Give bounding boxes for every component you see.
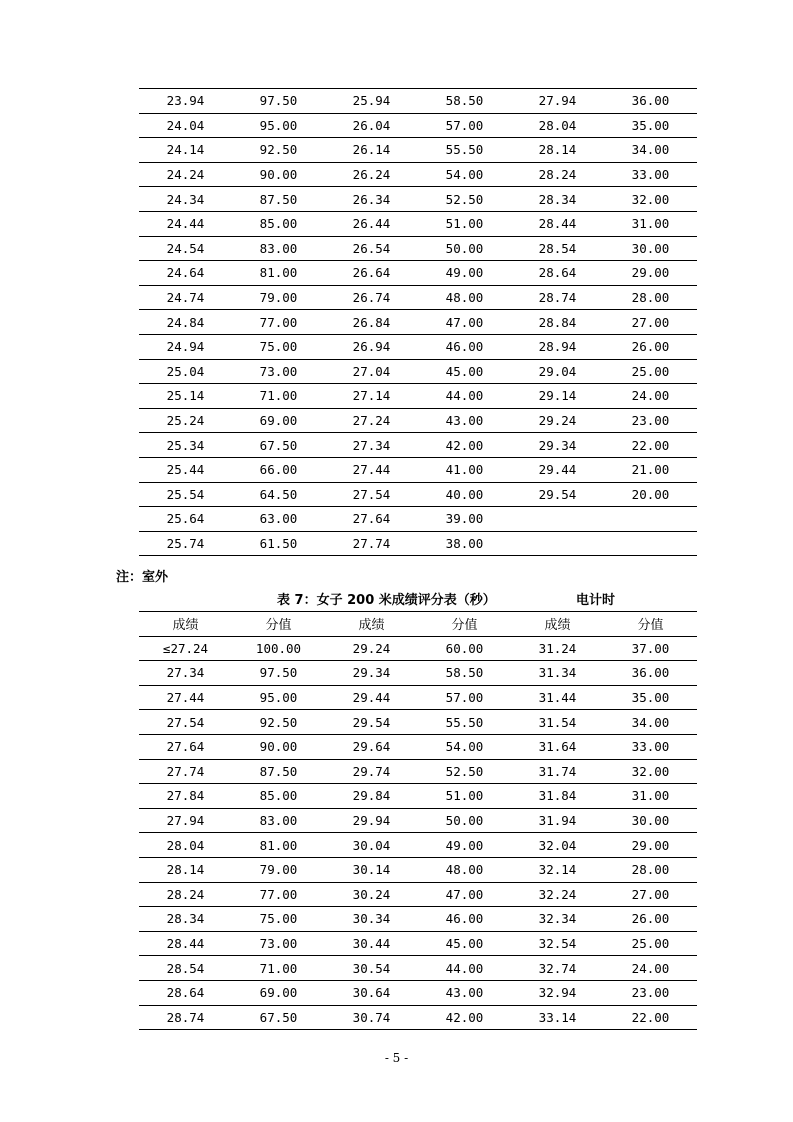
points-cell: 20.00 [604, 482, 697, 507]
score-cell: 29.94 [325, 808, 418, 833]
points-cell: 55.50 [418, 710, 511, 735]
points-cell: 92.50 [232, 710, 325, 735]
score-cell: 30.44 [325, 931, 418, 956]
table-row [139, 162, 697, 187]
table-row [139, 882, 697, 907]
points-cell: 27.00 [604, 310, 697, 335]
table-row [139, 931, 697, 956]
table-row [139, 384, 697, 409]
points-cell: 52.50 [418, 187, 511, 212]
points-cell: 69.00 [232, 980, 325, 1005]
points-cell: 30.00 [604, 236, 697, 261]
score-cell: 23.94 [139, 89, 232, 114]
points-cell: 25.00 [604, 359, 697, 384]
table-row [139, 211, 697, 236]
score-cell: 31.84 [511, 784, 604, 809]
score-cell: 28.54 [511, 236, 604, 261]
points-cell: 73.00 [232, 359, 325, 384]
score-cell: 26.64 [325, 261, 418, 286]
points-cell: 39.00 [418, 507, 511, 532]
points-cell: 42.00 [418, 433, 511, 458]
score-cell: 24.84 [139, 310, 232, 335]
table-row [139, 759, 697, 784]
score-cell: 28.14 [511, 138, 604, 163]
points-cell: 63.00 [232, 507, 325, 532]
points-cell: 57.00 [418, 685, 511, 710]
score-cell: 27.14 [325, 384, 418, 409]
points-cell: 79.00 [232, 857, 325, 882]
header-cell: 分值 [232, 612, 325, 637]
score-cell: 24.04 [139, 113, 232, 138]
table-row [139, 187, 697, 212]
score-cell: 29.44 [511, 457, 604, 482]
points-cell: 54.00 [418, 162, 511, 187]
score-cell: 27.64 [325, 507, 418, 532]
points-cell: 48.00 [418, 285, 511, 310]
points-cell: 55.50 [418, 138, 511, 163]
points-cell: 81.00 [232, 833, 325, 858]
women-200m-score-table [139, 611, 697, 1030]
score-cell: 28.44 [511, 211, 604, 236]
score-cell: 27.54 [139, 710, 232, 735]
score-cell: 26.24 [325, 162, 418, 187]
points-cell: 87.50 [232, 187, 325, 212]
points-cell: 49.00 [418, 833, 511, 858]
score-cell: 29.14 [511, 384, 604, 409]
points-cell: 29.00 [604, 833, 697, 858]
points-cell: 52.50 [418, 759, 511, 784]
score-cell: 27.44 [139, 685, 232, 710]
score-cell: 29.54 [325, 710, 418, 735]
score-cell: 31.24 [511, 636, 604, 661]
score-cell: 28.54 [139, 956, 232, 981]
score-table-continued-body [139, 89, 697, 556]
score-cell: 32.94 [511, 980, 604, 1005]
points-cell: 27.00 [604, 882, 697, 907]
score-cell: 25.74 [139, 531, 232, 556]
points-cell [604, 531, 697, 556]
points-cell: 44.00 [418, 384, 511, 409]
points-cell: 75.00 [232, 907, 325, 932]
score-cell: 28.74 [139, 1005, 232, 1030]
score-cell: 30.14 [325, 857, 418, 882]
points-cell: 42.00 [418, 1005, 511, 1030]
note-outdoor: 注：室外 [116, 570, 169, 585]
score-cell: 32.54 [511, 931, 604, 956]
points-cell: 77.00 [232, 310, 325, 335]
header-cell: 成绩 [325, 612, 418, 637]
score-cell: 27.64 [139, 734, 232, 759]
score-cell: 26.84 [325, 310, 418, 335]
points-cell: 100.00 [232, 636, 325, 661]
score-cell: 26.54 [325, 236, 418, 261]
score-cell: 26.04 [325, 113, 418, 138]
points-cell: 47.00 [418, 310, 511, 335]
table-row [139, 285, 697, 310]
points-cell: 35.00 [604, 113, 697, 138]
score-cell: 27.24 [325, 408, 418, 433]
score-cell: 24.44 [139, 211, 232, 236]
score-cell: 32.34 [511, 907, 604, 932]
points-cell: 66.00 [232, 457, 325, 482]
score-cell: 26.44 [325, 211, 418, 236]
points-cell: 22.00 [604, 1005, 697, 1030]
table-row [139, 980, 697, 1005]
table-row [139, 261, 697, 286]
points-cell: 71.00 [232, 956, 325, 981]
points-cell: 40.00 [418, 482, 511, 507]
score-cell: 27.74 [325, 531, 418, 556]
score-cell: 27.04 [325, 359, 418, 384]
score-cell: 33.14 [511, 1005, 604, 1030]
points-cell: 22.00 [604, 433, 697, 458]
points-cell: 24.00 [604, 956, 697, 981]
table-row [139, 138, 697, 163]
score-cell: 26.34 [325, 187, 418, 212]
points-cell: 43.00 [418, 408, 511, 433]
points-cell: 28.00 [604, 285, 697, 310]
points-cell: 61.50 [232, 531, 325, 556]
points-cell: 54.00 [418, 734, 511, 759]
score-cell: 28.24 [511, 162, 604, 187]
score-cell: 28.04 [511, 113, 604, 138]
table-row [139, 661, 697, 686]
points-cell: 97.50 [232, 89, 325, 114]
table-header [139, 612, 697, 637]
points-cell: 41.00 [418, 457, 511, 482]
score-cell: 30.04 [325, 833, 418, 858]
points-cell: 30.00 [604, 808, 697, 833]
points-cell: 33.00 [604, 734, 697, 759]
score-cell: 29.24 [325, 636, 418, 661]
points-cell: 48.00 [418, 857, 511, 882]
table-caption: 表 7：女子 200 米成绩评分表（秒） [277, 593, 496, 608]
header-cell: 分值 [418, 612, 511, 637]
score-cell: 29.54 [511, 482, 604, 507]
points-cell: 58.50 [418, 661, 511, 686]
points-cell: 79.00 [232, 285, 325, 310]
score-cell: 29.24 [511, 408, 604, 433]
score-cell: 31.64 [511, 734, 604, 759]
score-cell: 25.94 [325, 89, 418, 114]
points-cell: 97.50 [232, 661, 325, 686]
table-row [139, 857, 697, 882]
score-cell: 27.34 [139, 661, 232, 686]
score-cell: 29.04 [511, 359, 604, 384]
points-cell: 58.50 [418, 89, 511, 114]
timing-label: 电计时 [576, 593, 616, 608]
table-row [139, 636, 697, 661]
score-cell: 25.64 [139, 507, 232, 532]
table-row [139, 956, 697, 981]
score-cell: 25.04 [139, 359, 232, 384]
score-cell: 30.54 [325, 956, 418, 981]
score-cell: 24.34 [139, 187, 232, 212]
score-cell: 31.44 [511, 685, 604, 710]
points-cell: 75.00 [232, 334, 325, 359]
points-cell: 67.50 [232, 1005, 325, 1030]
score-cell: 25.14 [139, 384, 232, 409]
score-cell: 32.14 [511, 857, 604, 882]
table-row [139, 833, 697, 858]
table-row [139, 310, 697, 335]
points-cell: 44.00 [418, 956, 511, 981]
table-row [139, 236, 697, 261]
score-cell: 27.34 [325, 433, 418, 458]
table-row [139, 89, 697, 114]
points-cell: 57.00 [418, 113, 511, 138]
table-row [139, 685, 697, 710]
points-cell: 47.00 [418, 882, 511, 907]
points-cell: 43.00 [418, 980, 511, 1005]
table-row [139, 359, 697, 384]
score-cell: 29.64 [325, 734, 418, 759]
score-cell: 31.94 [511, 808, 604, 833]
points-cell: 45.00 [418, 931, 511, 956]
score-cell: 27.44 [325, 457, 418, 482]
score-cell: 30.74 [325, 1005, 418, 1030]
points-cell: 34.00 [604, 710, 697, 735]
points-cell: 36.00 [604, 661, 697, 686]
points-cell: 87.50 [232, 759, 325, 784]
points-cell: 46.00 [418, 907, 511, 932]
points-cell: 31.00 [604, 784, 697, 809]
points-cell: 60.00 [418, 636, 511, 661]
table-row [139, 531, 697, 556]
score-cell: 24.14 [139, 138, 232, 163]
score-cell: 24.64 [139, 261, 232, 286]
table-row [139, 734, 697, 759]
score-cell: 30.24 [325, 882, 418, 907]
table-row [139, 113, 697, 138]
score-cell: 27.74 [139, 759, 232, 784]
score-cell: 24.54 [139, 236, 232, 261]
score-cell: 31.74 [511, 759, 604, 784]
points-cell: 26.00 [604, 907, 697, 932]
table-row [139, 482, 697, 507]
score-cell: 28.34 [511, 187, 604, 212]
score-cell: 24.94 [139, 334, 232, 359]
points-cell: 51.00 [418, 784, 511, 809]
points-cell: 95.00 [232, 113, 325, 138]
points-cell: 45.00 [418, 359, 511, 384]
header-cell: 分值 [604, 612, 697, 637]
points-cell: 77.00 [232, 882, 325, 907]
points-cell: 32.00 [604, 187, 697, 212]
page-number: - 5 - [384, 1051, 409, 1065]
score-cell: 28.94 [511, 334, 604, 359]
points-cell: 73.00 [232, 931, 325, 956]
table-row [139, 907, 697, 932]
points-cell: 51.00 [418, 211, 511, 236]
score-cell: 28.64 [511, 261, 604, 286]
score-cell: 29.84 [325, 784, 418, 809]
points-cell: 83.00 [232, 808, 325, 833]
score-cell: ≤27.24 [139, 636, 232, 661]
points-cell: 25.00 [604, 931, 697, 956]
score-cell: 24.74 [139, 285, 232, 310]
points-cell: 24.00 [604, 384, 697, 409]
points-cell: 23.00 [604, 408, 697, 433]
table-row [139, 433, 697, 458]
table-row [139, 808, 697, 833]
table-row [139, 334, 697, 359]
score-cell: 28.04 [139, 833, 232, 858]
header-cell: 成绩 [511, 612, 604, 637]
points-cell: 49.00 [418, 261, 511, 286]
score-cell: 29.34 [325, 661, 418, 686]
score-cell: 27.94 [139, 808, 232, 833]
points-cell: 50.00 [418, 808, 511, 833]
score-cell: 26.14 [325, 138, 418, 163]
score-cell: 30.64 [325, 980, 418, 1005]
points-cell: 29.00 [604, 261, 697, 286]
points-cell: 23.00 [604, 980, 697, 1005]
score-cell: 32.04 [511, 833, 604, 858]
score-cell: 31.34 [511, 661, 604, 686]
points-cell: 36.00 [604, 89, 697, 114]
table-row [139, 408, 697, 433]
score-cell [511, 507, 604, 532]
score-table-continued [139, 88, 697, 556]
points-cell: 34.00 [604, 138, 697, 163]
score-cell: 28.34 [139, 907, 232, 932]
points-cell: 85.00 [232, 211, 325, 236]
score-cell: 26.94 [325, 334, 418, 359]
header-cell: 成绩 [139, 612, 232, 637]
score-cell: 29.74 [325, 759, 418, 784]
score-cell: 31.54 [511, 710, 604, 735]
points-cell: 26.00 [604, 334, 697, 359]
score-cell: 25.44 [139, 457, 232, 482]
score-cell: 30.34 [325, 907, 418, 932]
points-cell: 71.00 [232, 384, 325, 409]
score-cell [511, 531, 604, 556]
score-cell: 25.34 [139, 433, 232, 458]
score-cell: 28.44 [139, 931, 232, 956]
points-cell: 64.50 [232, 482, 325, 507]
score-cell: 28.74 [511, 285, 604, 310]
points-cell: 38.00 [418, 531, 511, 556]
points-cell: 90.00 [232, 162, 325, 187]
points-cell: 32.00 [604, 759, 697, 784]
score-cell: 25.54 [139, 482, 232, 507]
score-cell: 29.44 [325, 685, 418, 710]
points-cell [604, 507, 697, 532]
points-cell: 83.00 [232, 236, 325, 261]
points-cell: 28.00 [604, 857, 697, 882]
table-row [139, 457, 697, 482]
score-cell: 28.64 [139, 980, 232, 1005]
table-row [139, 1005, 697, 1030]
points-cell: 50.00 [418, 236, 511, 261]
points-cell: 37.00 [604, 636, 697, 661]
score-cell: 26.74 [325, 285, 418, 310]
women-200m-score-table-body [139, 636, 697, 1030]
points-cell: 95.00 [232, 685, 325, 710]
table-row [139, 710, 697, 735]
points-cell: 69.00 [232, 408, 325, 433]
score-cell: 25.24 [139, 408, 232, 433]
score-cell: 27.94 [511, 89, 604, 114]
header-row [139, 612, 697, 637]
points-cell: 21.00 [604, 457, 697, 482]
points-cell: 31.00 [604, 211, 697, 236]
points-cell: 85.00 [232, 784, 325, 809]
score-cell: 32.24 [511, 882, 604, 907]
score-cell: 28.14 [139, 857, 232, 882]
score-cell: 27.84 [139, 784, 232, 809]
table-row [139, 507, 697, 532]
points-cell: 46.00 [418, 334, 511, 359]
score-cell: 28.24 [139, 882, 232, 907]
score-cell: 24.24 [139, 162, 232, 187]
score-cell: 28.84 [511, 310, 604, 335]
points-cell: 90.00 [232, 734, 325, 759]
points-cell: 33.00 [604, 162, 697, 187]
table-row [139, 784, 697, 809]
score-cell: 32.74 [511, 956, 604, 981]
points-cell: 92.50 [232, 138, 325, 163]
score-cell: 29.34 [511, 433, 604, 458]
points-cell: 81.00 [232, 261, 325, 286]
points-cell: 35.00 [604, 685, 697, 710]
score-cell: 27.54 [325, 482, 418, 507]
points-cell: 67.50 [232, 433, 325, 458]
